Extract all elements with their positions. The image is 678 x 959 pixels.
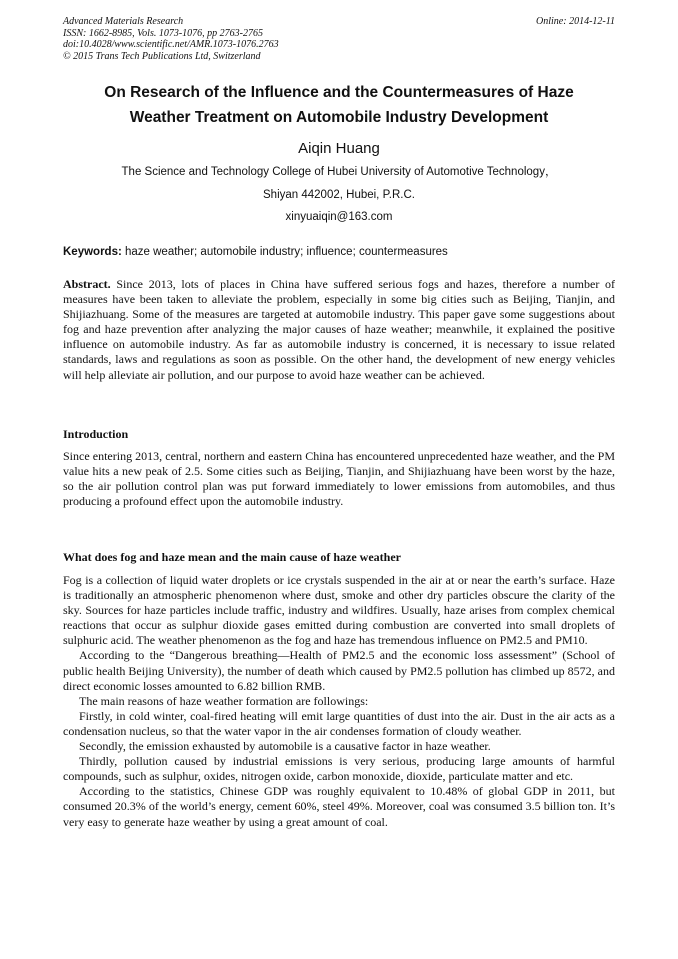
online-date: Online: 2014-12-11 (536, 16, 615, 27)
section2-heading: What does fog and haze mean and the main cause of haze weather (63, 550, 401, 564)
section2-paragraph-7: According to the statistics, Chinese GDP was roughly equivalent to 10.48% of global GDP in 2011, but consumed 20.3% of the world’s energy, cement 60%, steel 49%. Moreover, coal was consumed 3.5 billion ton. It’s very easy to generate haze weather by using a great amount of coal. (63, 784, 615, 829)
section2-paragraph-1: Fog is a collection of liquid water droplets or ice crystals suspended in the air at or near the earth’s surface. Haze is traditionally an atmospheric phenomenon where dust, smoke and other dry particles obscure the clarity of the sky. Sources for haze particles include traffic, industry and wildfires. Usually, haze arises from complex chemical reactions that occur as sulphur dioxide gases emitted during combustion are converted into small droplets of sulphuric acid. The weather phenomenon as the fog and haze has tremendous influence on PM2.5 and PM10. (63, 573, 615, 648)
abstract-text: Since 2013, lots of places in China have suffered serious fogs and hazes, therefore a number of measures have been taken to alleviate the problem, especially in some big cities such as Beijing, Tianjin, and Shijiazhuang. Some of the measures are targeted at automobile industry. This paper gave some suggestions about fog and haze prevention after analyzing the major causes of haze weather; meanwhile, it explained the positive influence on automobile industry. As far as automobile industry is concerned, it is necessary to issue related standards, laws and regulations as soon as possible. On the other hand, the development of new energy vehicles will help alleviate air pollution, and our purpose to avoid haze weather can be achieved. (63, 277, 615, 382)
keywords (63, 245, 615, 259)
section2-paragraph-5: Secondly, the emission exhausted by automobile is a causative factor in haze weather. (79, 739, 491, 754)
paper-title (63, 80, 615, 130)
affiliation-line-2: Shiyan 442002, Hubei, P.R.C. (263, 189, 415, 201)
intro-section (63, 449, 615, 509)
keywords-text: haze weather; automobile industry; influence; countermeasures (121, 246, 448, 258)
author-name: Aiqin Huang (298, 140, 380, 157)
section2-paragraph-6: Thirdly, pollution caused by industrial emissions is very serious, producing large amounts of harmful compounds, such as sulphur, oxides, nitrogen oxide, carbon monoxide, dioxide, particulate matter and etc. (63, 754, 615, 784)
section2-paragraph-2: According to the “Dangerous breathing—Health of PM2.5 and the economic loss assessment” (School of public health Beijing University), the number of death which caused by PM2.5 pollution has climbed up 8572, and direct economic losses amounted to 6.82 billion RMB. (63, 648, 615, 693)
journal-name: Advanced Materials Research (63, 16, 184, 27)
affiliation-line-1: The Science and Technology College of Hubei University of Automotive Technology， (121, 166, 557, 178)
title-line-2: Weather Treatment on Automobile Industry Development (129, 109, 549, 126)
keywords-label: Keywords: (63, 246, 122, 258)
author-email: xinyuaiqin@163.com (285, 211, 393, 223)
abstract-label: Abstract. (63, 277, 111, 291)
abstract (63, 277, 615, 383)
intro-heading: Introduction (63, 427, 129, 441)
journal-header (63, 16, 615, 62)
section2-paragraph-3: The main reasons of haze weather formation are followings: (79, 693, 369, 708)
title-line-1: On Research of the Influence and the Countermeasures of Haze (104, 84, 574, 101)
copyright-line: © 2015 Trans Tech Publications Ltd, Switzerland (63, 50, 261, 62)
doi-line: doi:10.4028/www.scientific.net/AMR.1073-1076.2763 (63, 39, 279, 50)
issn-line: ISSN: 1662-8985, Vols. 1073-1076, pp 2763-2765 (63, 27, 263, 39)
section2-paragraph-4: Firstly, in cold winter, coal-fired heating will emit large quantities of dust into the air. Dust in the air acts as a condensation nucleus, so that the water vapor in the air condenses formation of cloudy weather. (63, 708, 615, 738)
intro-paragraph: Since entering 2013, central, northern and eastern China has encountered unprecedented haze weather, and the PM value hits a new peak of 2.5. Some cities such as Beijing, Tianjin, and Shijiazhuang have been worst by the haze, so the air pollution control plan was put forward immediately to lower emissions from automobiles, and thus producing a profound effect upon the automobile industry. (63, 449, 615, 509)
section2-body (63, 573, 615, 830)
